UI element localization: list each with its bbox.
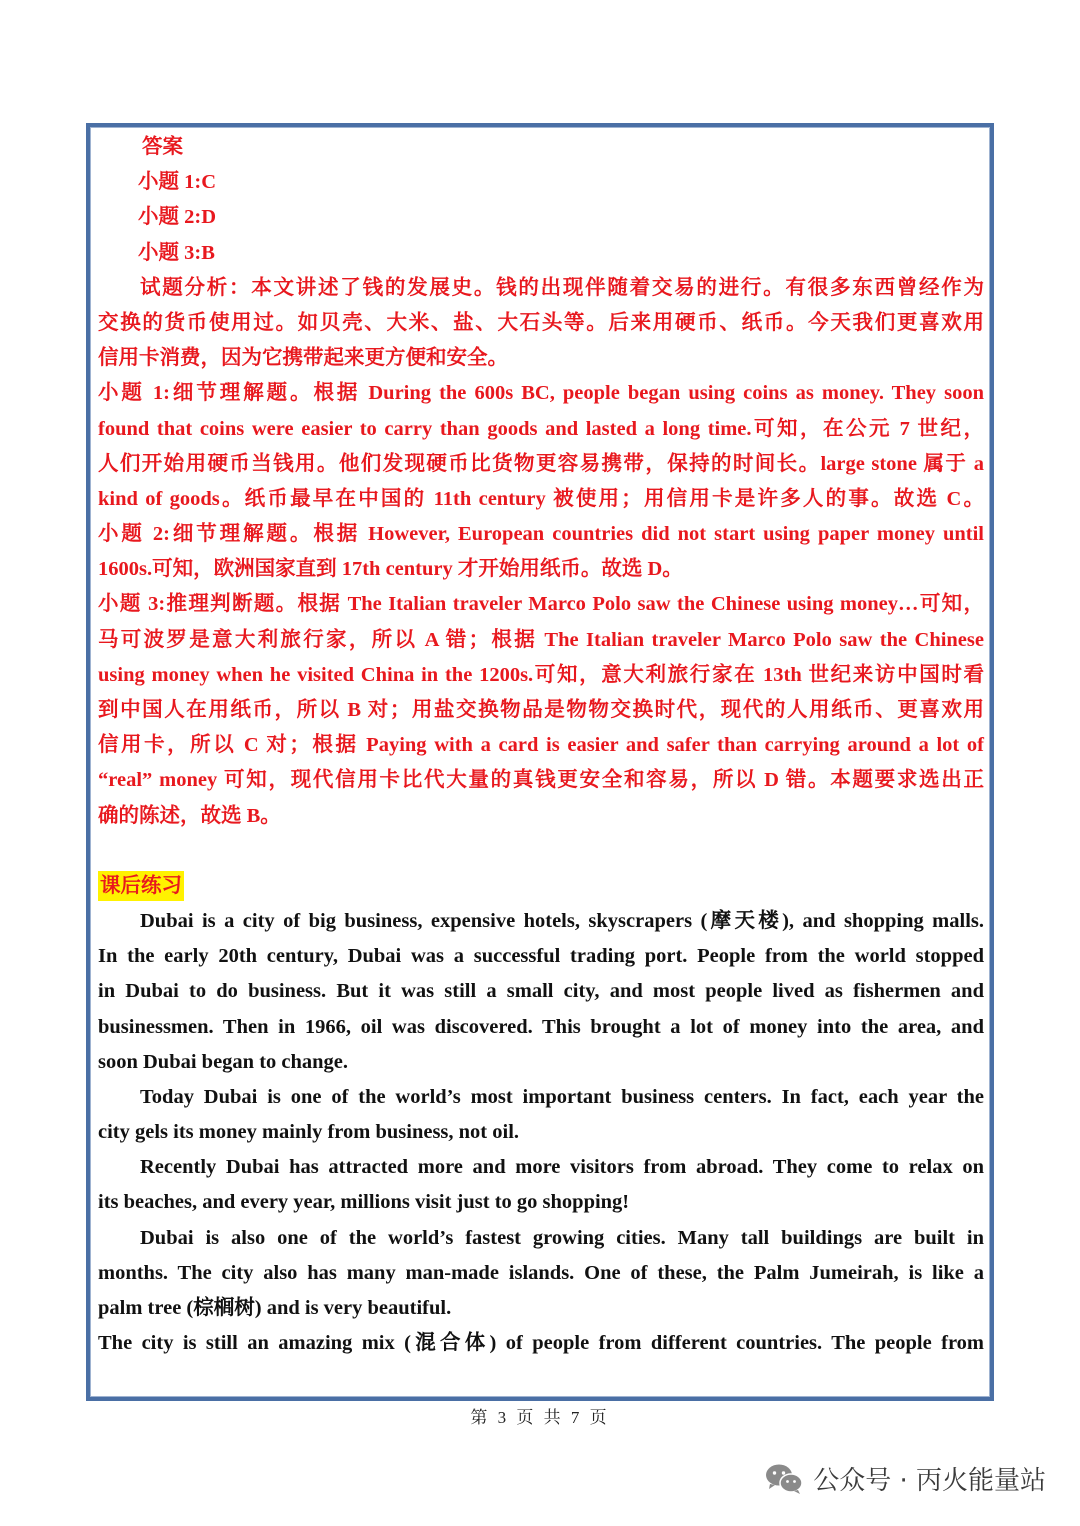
passage-line: Dubai is a city of big business, expensive hotels, skyscrapers (摩天楼), and shopping malls.: [140, 909, 984, 932]
analysis-line: 1600s.可知，欧洲国家直到 17th century 才开始用纸币。故选 D。: [98, 558, 683, 581]
answer-heading: 答案: [142, 136, 183, 158]
document-body: [98, 130, 984, 1361]
passage-line: its beaches, and every year, millions visit just to go shopping!: [98, 1191, 630, 1214]
section-spacer: [98, 834, 984, 869]
answer-item-1: 小题 1:C: [138, 171, 217, 194]
passage-line: in Dubai to do business. But it was still a small city, and most people lived as fishermen and: [98, 980, 984, 1003]
answer-item-3: 小题 3:B: [138, 241, 215, 264]
watermark: [765, 1460, 1046, 1497]
analysis-line: 小题 1:细节理解题。根据 During the 600s BC, people began using coins as money. They soon: [98, 382, 984, 405]
analysis-line: using money when he visited China in the 1200s.可知，意大利旅行家在 13th 世纪来访中国时看: [98, 663, 984, 686]
passage-line: Dubai is also one of the world’s fastest growing cities. Many tall buildings are built in: [140, 1226, 984, 1249]
passage-line: businessmen. Then in 1966, oil was discovered. This brought a lot of money into the area, and: [98, 1015, 984, 1038]
analysis-line: 试题分析：本文讲述了钱的发展史。钱的出现伴随着交易的进行。有很多东西曾经作为: [140, 276, 984, 299]
analysis-line: 信用卡，所以 C 对；根据 Paying with a card is easier and safer than carrying around a lot of: [98, 734, 984, 757]
exercise-heading: 课后练习: [98, 871, 184, 901]
passage-line: soon Dubai began to change.: [98, 1050, 349, 1073]
watermark-text: 公众号 · 丙火能量站: [813, 1466, 1046, 1496]
passage-line: In the early 20th century, Dubai was a successful trading port. People from the world stopped: [98, 945, 984, 968]
analysis-line: 小题 3:推理判断题。根据 The Italian traveler Marco Polo saw the Chinese using money…可知，: [98, 593, 984, 616]
analysis-line: 小题 2:细节理解题。根据 However, European countries did not start using paper money until: [98, 523, 984, 546]
analysis-line: kind of goods。纸币最早在中国的 11th century 被使用；用信用卡是许多人的事。故选 C。: [98, 487, 984, 510]
analysis-line: 人们开始用硬币当钱用。他们发现硬币比货物更容易携带，保持的时间长。large stone 属于 a: [98, 452, 984, 475]
analysis-line: 到中国人在用纸币，所以 B 对；用盐交换物品是物物交换时代，现代的人用纸币、更喜欢用: [98, 699, 984, 721]
answer-item-2: 小题 2:D: [138, 206, 217, 229]
passage-line: Recently Dubai has attracted more and more visitors from abroad. They come to relax on: [140, 1156, 984, 1179]
analysis-line: 信用卡消费，因为它携带起来更方便和安全。: [98, 347, 508, 370]
analysis-line: “real” money 可知，现代信用卡比代大量的真钱更安全和容易，所以 D 错。本题要求选出正: [98, 769, 984, 792]
analysis-line: 马可波罗是意大利旅行家，所以 A 错；根据 The Italian traveler Marco Polo saw the Chinese: [98, 628, 984, 651]
analysis-line: found that coins were easier to carry than goods and lasted a long time.可知，在公元 7 世纪，: [98, 417, 984, 440]
passage-line: months. The city also has many man-made islands. One of these, the Palm Jumeirah, is like a: [98, 1261, 984, 1284]
page-number: 第 3 页 共 7 页: [470, 1408, 610, 1427]
exercise-heading-row: [98, 869, 984, 904]
passage-line: palm tree (棕榈树) and is very beautiful.: [98, 1297, 452, 1319]
passage-line: city gels its money mainly from business, not oil.: [98, 1121, 520, 1144]
analysis-line: 交换的货币使用过。如贝壳、大米、盐、大石头等。后来用硬币、纸币。今天我们更喜欢用: [98, 311, 984, 334]
passage-line: The city is still an amazing mix (混合体) of people from different countries. The people from: [98, 1332, 984, 1355]
passage-line: Today Dubai is one of the world’s most important business centers. In fact, each year the: [140, 1085, 984, 1108]
analysis-line: 确的陈述，故选 B。: [98, 804, 281, 827]
wechat-icon: [765, 1463, 803, 1495]
